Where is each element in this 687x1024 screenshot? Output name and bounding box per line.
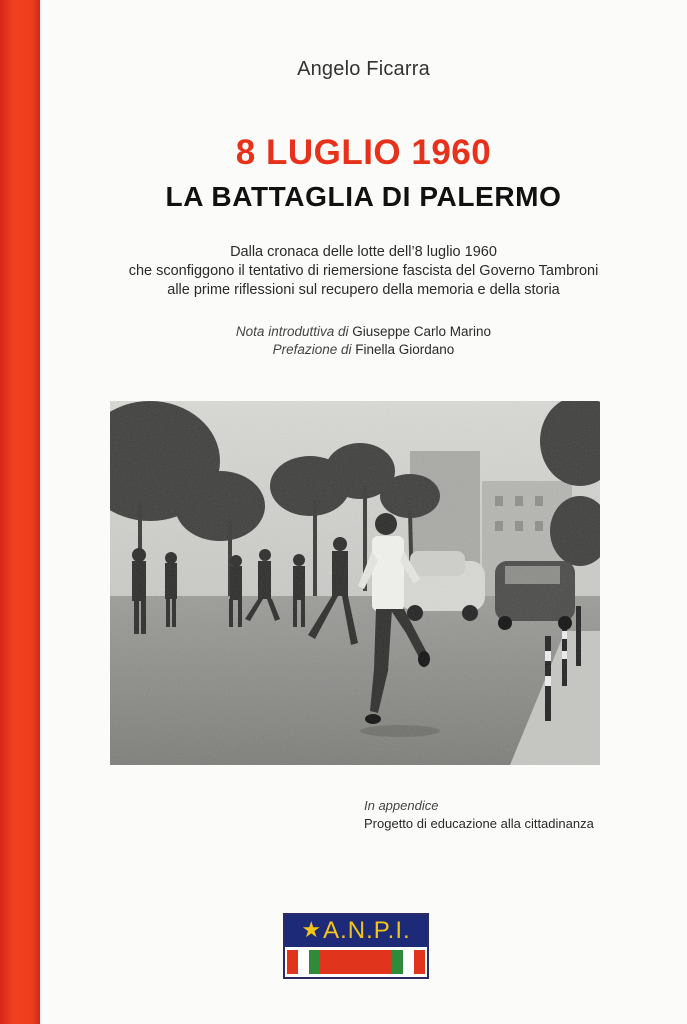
subtitle (40, 243, 687, 300)
credit-preface (40, 341, 687, 359)
anpi-logo-banner (285, 915, 427, 947)
title-date: 8 LUGLIO 1960 (235, 133, 492, 172)
appendix-label: In appendice (364, 798, 439, 813)
credit-role: Nota introduttiva di (235, 324, 349, 339)
credit-role: Prefazione di (272, 342, 352, 357)
subtitle-line: Dalla cronaca delle lotte dell’8 luglio 1960 (230, 244, 497, 260)
credits (40, 323, 687, 359)
street-scene-illustration (110, 401, 600, 765)
red-spine-band (0, 0, 40, 1024)
anpi-logo (283, 913, 429, 979)
anpi-logo-text: A.N.P.I. (323, 917, 411, 944)
subtitle-line: che sconfiggono il tentativo di riemersione fascista del Governo Tambroni (128, 263, 599, 279)
credit-person: Giuseppe Carlo Marino (352, 324, 492, 339)
star-icon: ★ (301, 918, 322, 943)
credit-person: Finella Giordano (355, 342, 455, 357)
cover-photo (110, 401, 600, 765)
subtitle-line: alle prime riflessioni sul recupero della memoria e della storia (167, 282, 560, 298)
credit-intro (40, 323, 687, 341)
appendix-note (364, 797, 594, 833)
italian-flag-stripes (285, 947, 427, 977)
author-name: Angelo Ficarra (297, 58, 430, 80)
appendix-text: Progetto di educazione alla cittadinanza (364, 816, 594, 831)
title-main: LA BATTAGLIA DI PALERMO (165, 181, 562, 212)
